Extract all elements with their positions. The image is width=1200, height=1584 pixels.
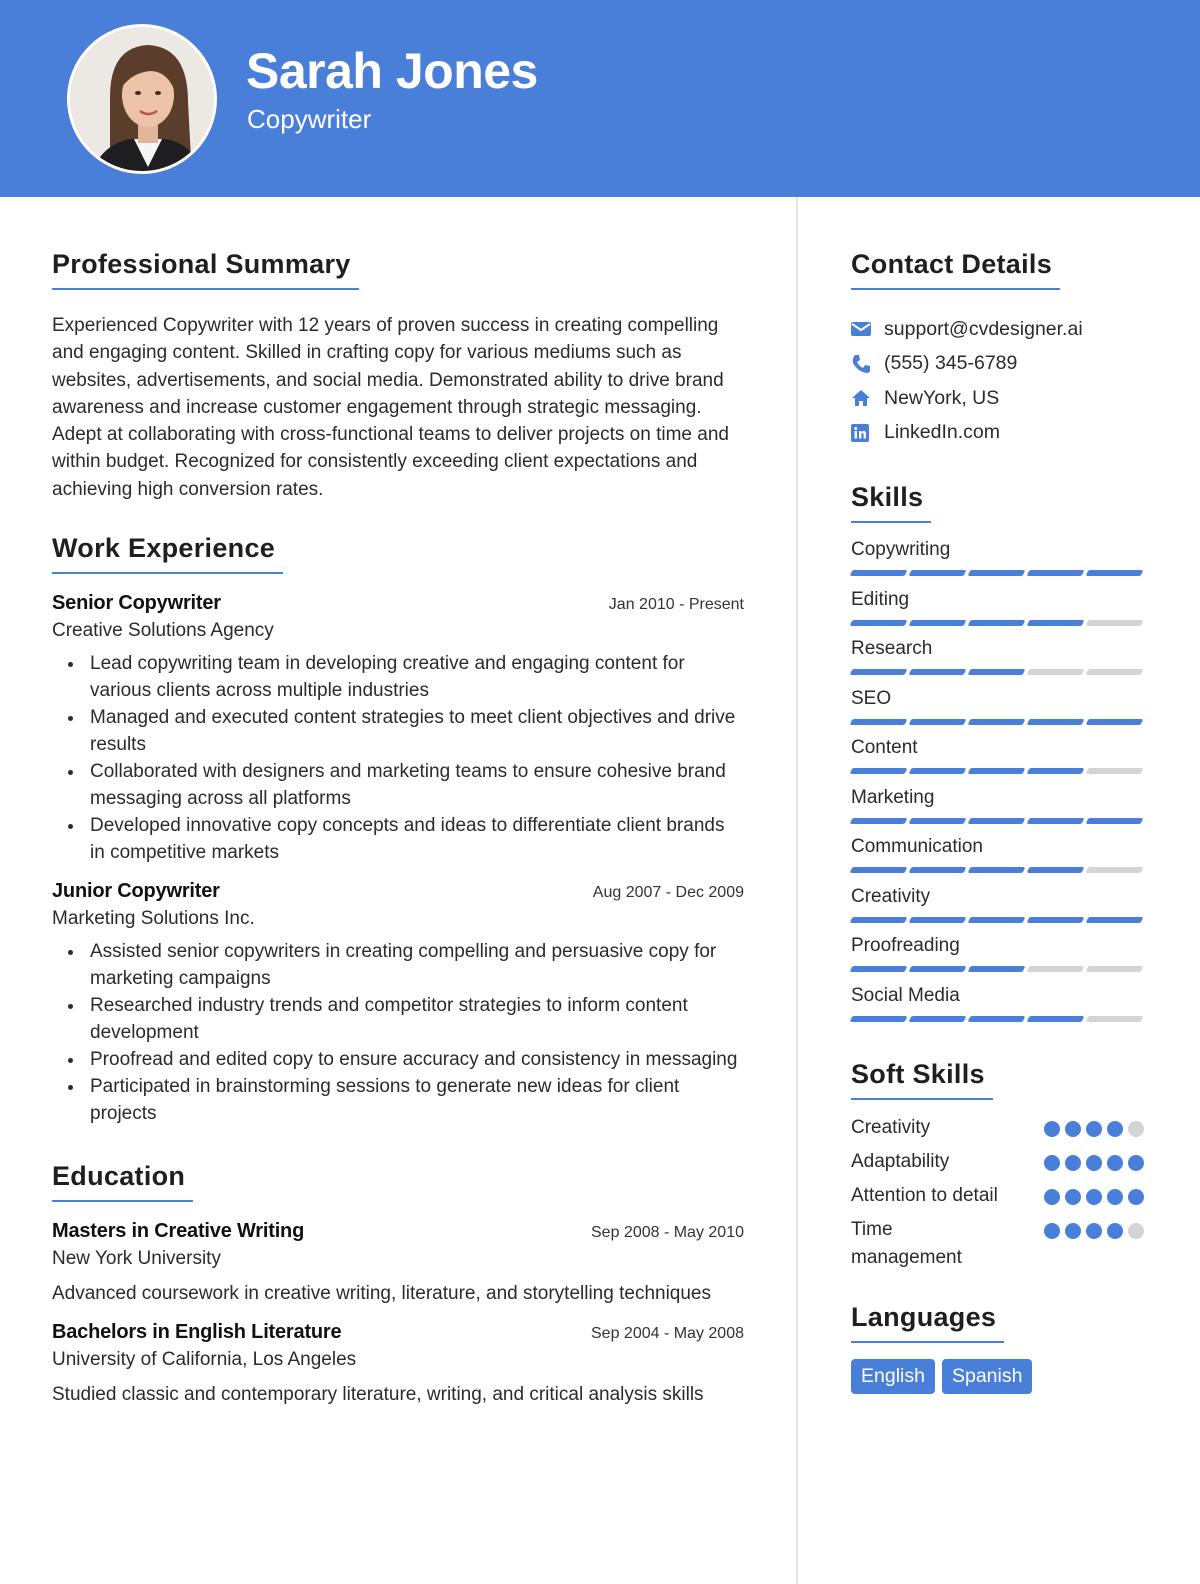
degree-title: Bachelors in English Literature [52, 1321, 342, 1344]
job-bullets [52, 938, 744, 1127]
skill-level-segment [968, 719, 1026, 725]
skill-level-segment [1086, 818, 1144, 824]
soft-skill-name: Time management [851, 1219, 962, 1268]
skill-level-segment [909, 768, 967, 774]
skill-name: Proofreading [851, 935, 960, 956]
skill-level-segment [1086, 768, 1144, 774]
phone-text: (555) 345-6789 [884, 352, 1018, 375]
skill-level-segment [968, 966, 1026, 972]
skill-level-segment [1027, 669, 1085, 675]
skill-level-segment [850, 570, 908, 576]
soft-skill-name: Adaptability [851, 1151, 950, 1172]
skill-name: SEO [851, 687, 892, 709]
soft-skill-item [851, 1216, 1151, 1272]
education-heading: Education [52, 1161, 193, 1202]
contact-location [851, 381, 1151, 416]
languages-heading: Languages [851, 1302, 1004, 1343]
skill-level-segment [909, 620, 967, 626]
skill-level-segment [1086, 669, 1144, 675]
soft-skills-list [851, 1114, 1151, 1272]
skill-item [851, 836, 1151, 886]
skill-level-bar [851, 620, 1151, 626]
soft-skill-rating [1044, 1189, 1144, 1205]
phone-icon [851, 354, 884, 374]
education-description: Advanced coursework in creative writing, literature, and storytelling techniques [52, 1283, 711, 1305]
skill-level-segment [909, 818, 967, 824]
rating-dot [1065, 1189, 1081, 1205]
skill-level-segment [909, 570, 967, 576]
column-divider [796, 197, 798, 1584]
skill-level-segment [850, 719, 908, 725]
skills-section [851, 482, 1151, 1034]
job-company: Marketing Solutions Inc. [52, 908, 255, 930]
job-entry [52, 592, 744, 866]
rating-dot [1128, 1155, 1144, 1171]
skill-name: Copywriting [851, 539, 951, 560]
linkedin-text: LinkedIn.com [884, 421, 1000, 444]
skill-level-segment [909, 966, 967, 972]
rating-dot [1065, 1155, 1081, 1171]
education-dates: Sep 2008 - May 2010 [591, 1224, 744, 1242]
skill-name: Marketing [851, 786, 935, 808]
language-tag: Spanish [942, 1359, 1032, 1394]
skill-level-segment [1027, 768, 1085, 774]
rating-dot [1128, 1121, 1144, 1137]
skill-level-segment [1086, 719, 1144, 725]
skills-list [851, 539, 1151, 1034]
skill-level-segment [1027, 818, 1085, 824]
skill-level-segment [1086, 917, 1144, 923]
skill-level-segment [909, 867, 967, 873]
skill-level-segment [1086, 1016, 1144, 1022]
skill-level-segment [850, 917, 908, 923]
list-item: Assisted senior copywriters in creating compelling and persuasive copy for marketing campaigns [52, 938, 744, 992]
skill-level-segment [1027, 966, 1085, 972]
job-dates: Aug 2007 - Dec 2009 [592, 884, 744, 902]
skill-level-segment [968, 917, 1026, 923]
skill-level-segment [968, 620, 1026, 626]
soft-skill-item [851, 1148, 1151, 1176]
skill-level-bar [851, 570, 1151, 576]
skill-name: Editing [851, 588, 910, 610]
location-text: NewYork, US [884, 386, 1000, 409]
skill-level-bar [851, 768, 1151, 774]
skill-level-segment [1086, 620, 1144, 626]
soft-skill-rating [1044, 1121, 1144, 1137]
skill-level-bar [851, 966, 1151, 972]
home-icon [851, 389, 884, 407]
skill-level-segment [1027, 570, 1085, 576]
skill-item [851, 638, 1151, 688]
education-section [52, 1161, 744, 1408]
skill-level-segment [850, 818, 908, 824]
skills-heading: Skills [851, 482, 931, 523]
summary-heading: Professional Summary [52, 249, 359, 290]
list-item: Proofread and edited copy to ensure accuracy and consistency in messaging [52, 1046, 744, 1073]
education-entry [52, 1220, 744, 1307]
rating-dot [1107, 1189, 1123, 1205]
rating-dot [1086, 1189, 1102, 1205]
language-tags [851, 1359, 1151, 1394]
skill-level-segment [1027, 719, 1085, 725]
skill-level-segment [1027, 620, 1085, 626]
rating-dot [1086, 1155, 1102, 1171]
soft-skill-rating [1044, 1155, 1144, 1171]
education-description: Studied classic and contemporary literature, writing, and critical analysis skills [52, 1384, 704, 1406]
school-name: New York University [52, 1248, 221, 1270]
job-company: Creative Solutions Agency [52, 620, 274, 642]
envelope-icon [851, 321, 884, 337]
skill-level-bar [851, 669, 1151, 675]
language-tag: English [851, 1359, 935, 1394]
list-item: Participated in brainstorming sessions to generate new ideas for client projects [52, 1073, 744, 1127]
skill-item [851, 886, 1151, 936]
contact-heading: Contact Details [851, 249, 1060, 290]
rating-dot [1044, 1121, 1060, 1137]
skill-level-segment [850, 669, 908, 675]
skill-level-segment [850, 966, 908, 972]
work-section [52, 533, 744, 1127]
school-name: University of California, Los Angeles [52, 1349, 357, 1371]
soft-skill-rating [1044, 1223, 1144, 1239]
skill-level-bar [851, 818, 1151, 824]
rating-dot [1128, 1223, 1144, 1239]
list-item: Collaborated with designers and marketing teams to ensure cohesive brand messaging across all platforms [52, 758, 744, 812]
email-text: support@cvdesigner.ai [884, 317, 1083, 340]
skill-level-segment [968, 867, 1026, 873]
summary-text: Experienced Copywriter with 12 years of proven success in creating compelling and engaging content. Skilled in crafting copy for various mediums such as websites, advertisements, and social media. Demonstrated ability to drive brand awareness and increase customer engagement through strategic messaging. Adept at collaborating with cross-functional teams to deliver projects on time and within budget. Recognized for consistently exceeding client expectations and achieving high conversion rates. [52, 315, 729, 500]
skill-item [851, 737, 1151, 787]
rating-dot [1107, 1223, 1123, 1239]
skill-level-segment [850, 1016, 908, 1022]
skill-level-segment [1086, 966, 1144, 972]
rating-dot [1086, 1121, 1102, 1137]
skill-level-segment [1086, 570, 1144, 576]
skill-item [851, 787, 1151, 837]
skill-level-segment [1027, 867, 1085, 873]
job-title: Junior Copywriter [52, 880, 220, 903]
rating-dot [1128, 1189, 1144, 1205]
skill-level-segment [968, 818, 1026, 824]
rating-dot [1065, 1121, 1081, 1137]
education-entry [52, 1321, 744, 1408]
skill-level-segment [909, 719, 967, 725]
skill-level-segment [1086, 867, 1144, 873]
contact-email[interactable] [851, 312, 1151, 347]
skill-name: Research [851, 638, 933, 659]
skill-level-segment [850, 768, 908, 774]
rating-dot [1044, 1189, 1060, 1205]
languages-section [851, 1302, 1151, 1394]
skill-level-segment [968, 570, 1026, 576]
contact-section [851, 249, 1151, 450]
list-item: Researched industry trends and competitor strategies to inform content development [52, 992, 744, 1046]
skill-level-segment [850, 620, 908, 626]
skill-name: Content [851, 737, 918, 758]
soft-skill-item [851, 1114, 1151, 1142]
job-entry [52, 880, 744, 1127]
candidate-name: Sarah Jones [246, 43, 538, 99]
contact-phone[interactable] [851, 347, 1151, 382]
profile-photo [67, 24, 217, 174]
skill-level-bar [851, 917, 1151, 923]
skill-level-bar [851, 1016, 1151, 1022]
skill-level-segment [968, 1016, 1026, 1022]
skill-level-segment [1027, 1016, 1085, 1022]
rating-dot [1107, 1121, 1123, 1137]
skill-level-segment [909, 1016, 967, 1022]
skill-item [851, 589, 1151, 639]
skill-item [851, 688, 1151, 738]
linkedin-icon [851, 424, 884, 442]
job-title: Senior Copywriter [52, 592, 221, 615]
skill-level-segment [1027, 917, 1085, 923]
rating-dot [1086, 1223, 1102, 1239]
skill-level-segment [850, 867, 908, 873]
skill-level-segment [909, 669, 967, 675]
sidebar-column [851, 197, 1151, 1394]
degree-title: Masters in Creative Writing [52, 1220, 305, 1243]
soft-skill-name: Attention to detail [851, 1185, 998, 1206]
soft-skills-heading: Soft Skills [851, 1059, 993, 1100]
list-item: Managed and executed content strategies to meet client objectives and drive results [52, 704, 744, 758]
rating-dot [1044, 1223, 1060, 1239]
skill-level-bar [851, 719, 1151, 725]
portrait-image [70, 27, 217, 174]
header-banner [0, 0, 1200, 197]
skill-name: Social Media [851, 984, 960, 1006]
soft-skill-name: Creativity [851, 1117, 931, 1138]
summary-section [52, 249, 744, 503]
work-heading: Work Experience [52, 533, 283, 574]
education-dates: Sep 2004 - May 2008 [591, 1325, 744, 1343]
skill-item [851, 935, 1151, 985]
job-dates: Jan 2010 - Present [608, 596, 744, 614]
contact-linkedin[interactable] [851, 416, 1151, 451]
soft-skills-section [851, 1059, 1151, 1272]
candidate-role: Copywriter [247, 104, 372, 134]
skill-level-bar [851, 867, 1151, 873]
rating-dot [1107, 1155, 1123, 1171]
skill-level-segment [909, 917, 967, 923]
job-bullets [52, 650, 744, 866]
skill-level-segment [968, 669, 1026, 675]
main-column [52, 197, 744, 1408]
soft-skill-item [851, 1182, 1151, 1210]
skill-level-segment [968, 768, 1026, 774]
skill-item [851, 539, 1151, 589]
skill-name: Creativity [851, 885, 931, 907]
rating-dot [1065, 1223, 1081, 1239]
skill-item [851, 985, 1151, 1035]
list-item: Developed innovative copy concepts and ideas to differentiate client brands in competitive markets [52, 812, 744, 866]
rating-dot [1044, 1155, 1060, 1171]
list-item: Lead copywriting team in developing creative and engaging content for various clients across multiple industries [52, 650, 744, 704]
skill-name: Communication [851, 836, 983, 857]
